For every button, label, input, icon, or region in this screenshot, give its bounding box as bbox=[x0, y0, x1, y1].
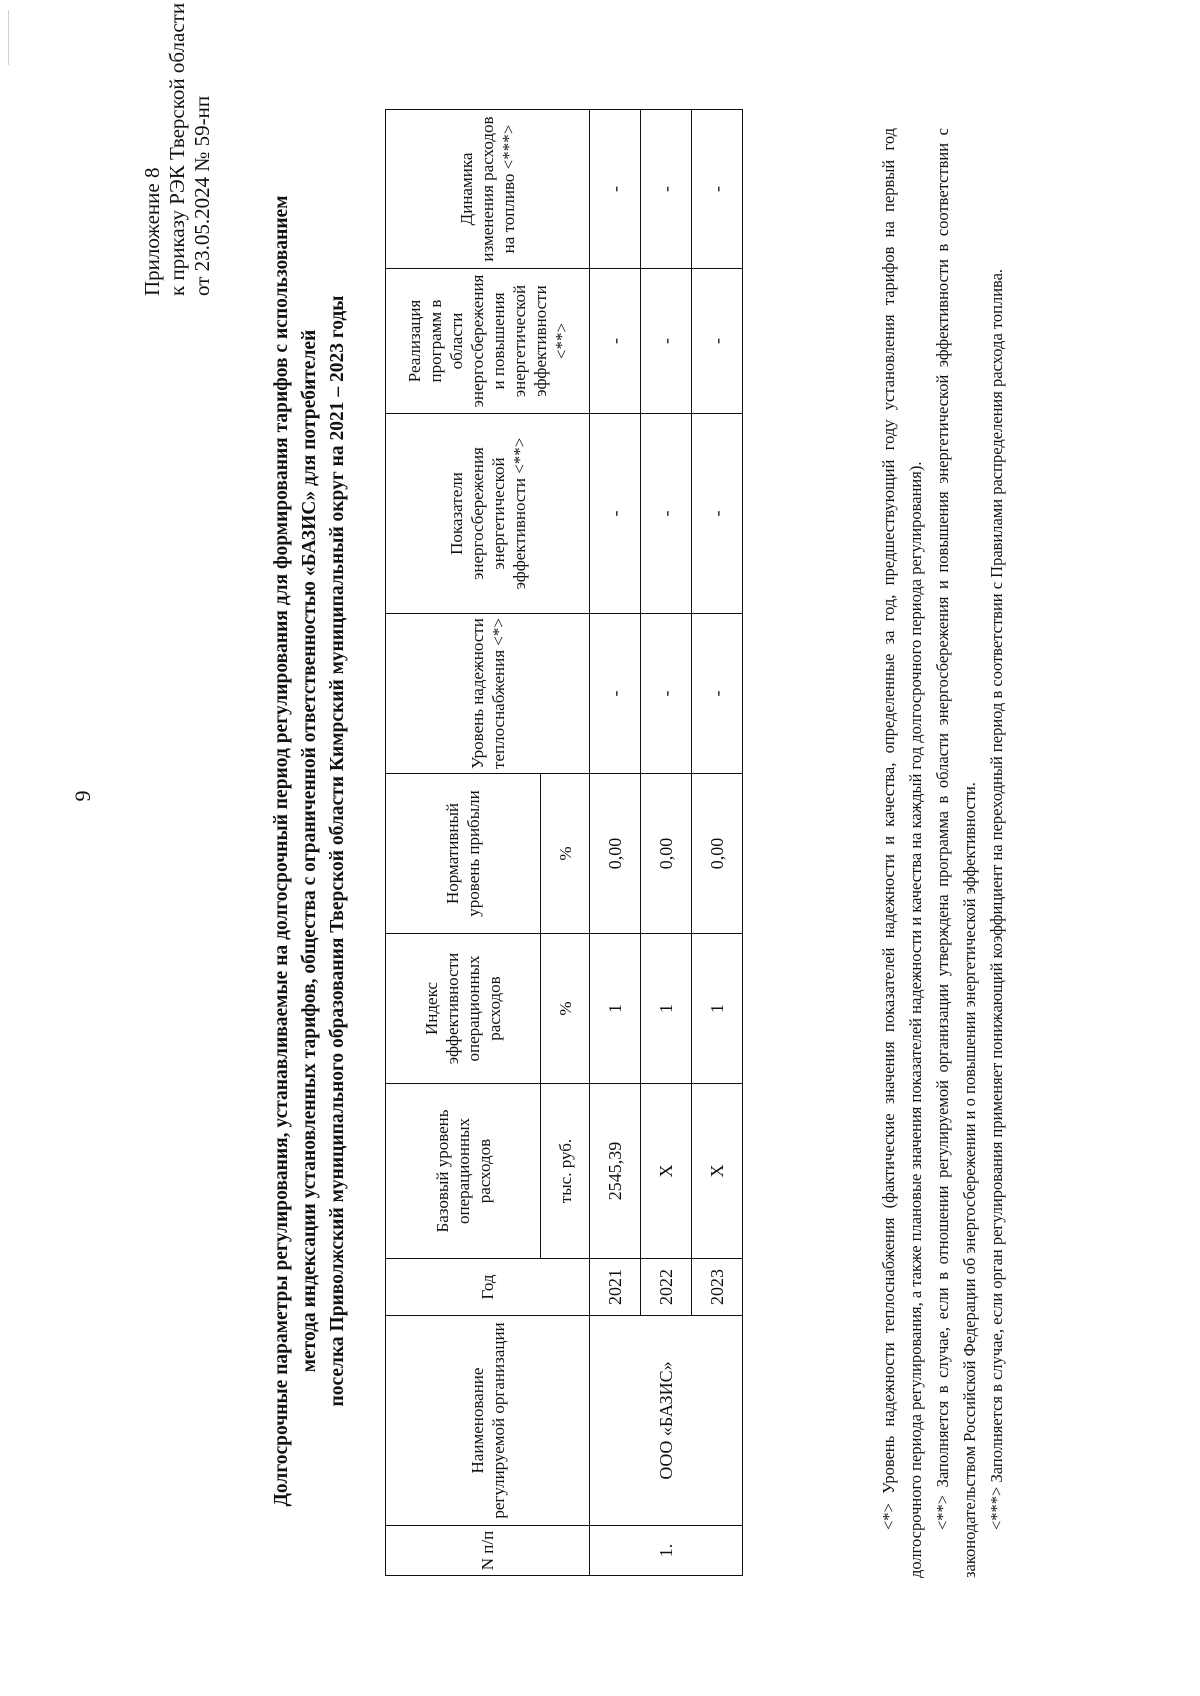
title-line-3: поселка Приволжский муниципального образования Тверской области Кимрский муниципальный округ на 2021 – 2023 годы bbox=[327, 295, 348, 1407]
table-row bbox=[590, 110, 641, 1576]
header-efficiency-index: Индекс эффективности операционных расходов bbox=[386, 934, 541, 1084]
cell-energy-indicators: - bbox=[590, 414, 641, 614]
header-energy-programs: Реализация программ в области энергосбережения и повышения энергетической эффективности <**> bbox=[386, 269, 590, 414]
title-line-1: Долгосрочные параметры регулирования, устанавливаемые на долгосрочный период регулирования для формирования тарифов с использованием bbox=[271, 195, 292, 1507]
cell-base-opex: 2545,39 bbox=[590, 1084, 641, 1259]
cell-year: 2021 bbox=[590, 1259, 641, 1316]
header-fuel-dynamics: Динамика изменения расходов на топливо <***> bbox=[386, 110, 590, 269]
header-org: Наименование регулируемой организации bbox=[386, 1316, 590, 1526]
cell-year: 2023 bbox=[692, 1259, 743, 1316]
cell-energy-indicators: - bbox=[692, 414, 743, 614]
header-profit-level: Нормативный уровень прибыли bbox=[386, 774, 541, 934]
title-line-2: метода индексации установленных тарифов, общества с ограниченной ответственностью «БАЗИС» для потребителей bbox=[299, 329, 320, 1373]
order-date-number: от 23.05.2024 № 59-нп bbox=[190, 95, 214, 296]
header-base-opex: Базовый уровень операционных расходов bbox=[386, 1084, 541, 1259]
cell-efficiency-index: 1 bbox=[692, 934, 743, 1084]
cell-profit-level: 0,00 bbox=[641, 774, 692, 934]
cell-efficiency-index: 1 bbox=[590, 934, 641, 1084]
cell-reliability: - bbox=[590, 614, 641, 774]
cell-fuel-dynamics: - bbox=[590, 110, 641, 269]
appendix-label: Приложение 8 bbox=[140, 167, 164, 296]
cell-energy-programs: - bbox=[692, 269, 743, 414]
footnote-energy-efficiency: <**> Заполняется в случае, если в отношении регулируемой организации утверждена программа в области энергосбережения и повышения энергетической эффективности в соответствии с законодательством Российской Федерации об энергосбережении и о повышении энергетической эффективности. bbox=[933, 128, 979, 1578]
unit-efficiency-index: % bbox=[541, 934, 590, 1084]
cell-profit-level: 0,00 bbox=[692, 774, 743, 934]
unit-profit-level: % bbox=[541, 774, 590, 934]
order-reference: к приказу РЭК Тверской области bbox=[165, 2, 189, 296]
page-number: 9 bbox=[70, 790, 95, 802]
unit-base-opex: тыс. руб. bbox=[541, 1084, 590, 1259]
cell-reliability: - bbox=[641, 614, 692, 774]
header-year: Год bbox=[386, 1259, 590, 1316]
cell-base-opex: Х bbox=[641, 1084, 692, 1259]
header-energy-indicators: Показатели энергосбережения энергетической эффективности <**> bbox=[386, 414, 590, 614]
org-name: ООО «БАЗИС» bbox=[590, 1316, 743, 1526]
cell-energy-programs: - bbox=[641, 269, 692, 414]
cell-efficiency-index: 1 bbox=[641, 934, 692, 1084]
header-num: N п/п bbox=[386, 1526, 590, 1576]
cell-fuel-dynamics: - bbox=[692, 110, 743, 269]
cell-profit-level: 0,00 bbox=[590, 774, 641, 934]
cell-base-opex: Х bbox=[692, 1084, 743, 1259]
footnote-fuel: <***> Заполняется в случае, если орган регулирования применяет понижающий коэффициент на переходный период в соответствии с Правилами распределения расхода топлива. bbox=[987, 268, 1006, 1530]
document-title bbox=[268, 156, 352, 1546]
cell-energy-programs: - bbox=[590, 269, 641, 414]
cell-fuel-dynamics: - bbox=[641, 110, 692, 269]
parameters-table bbox=[385, 109, 743, 1576]
cell-year: 2022 bbox=[641, 1259, 692, 1316]
footnotes bbox=[875, 128, 1010, 1578]
table-header-row bbox=[386, 110, 541, 1576]
footnote-reliability: <*> Уровень надежности теплоснабжения (фактические значения показателей надежности и качества, определенные за год, предшествующий году установления тарифов на первый год долгосрочного периода регулирования, а также плановые значения показателей надежности и качества на каждый год долгосрочного периода регулирования). bbox=[879, 128, 925, 1578]
cell-reliability: - bbox=[692, 614, 743, 774]
header-reliability: Уровень надежности теплоснабжения <*> bbox=[386, 614, 590, 774]
appendix-header bbox=[140, 2, 215, 296]
cell-energy-indicators: - bbox=[641, 414, 692, 614]
org-number: 1. bbox=[590, 1526, 743, 1576]
